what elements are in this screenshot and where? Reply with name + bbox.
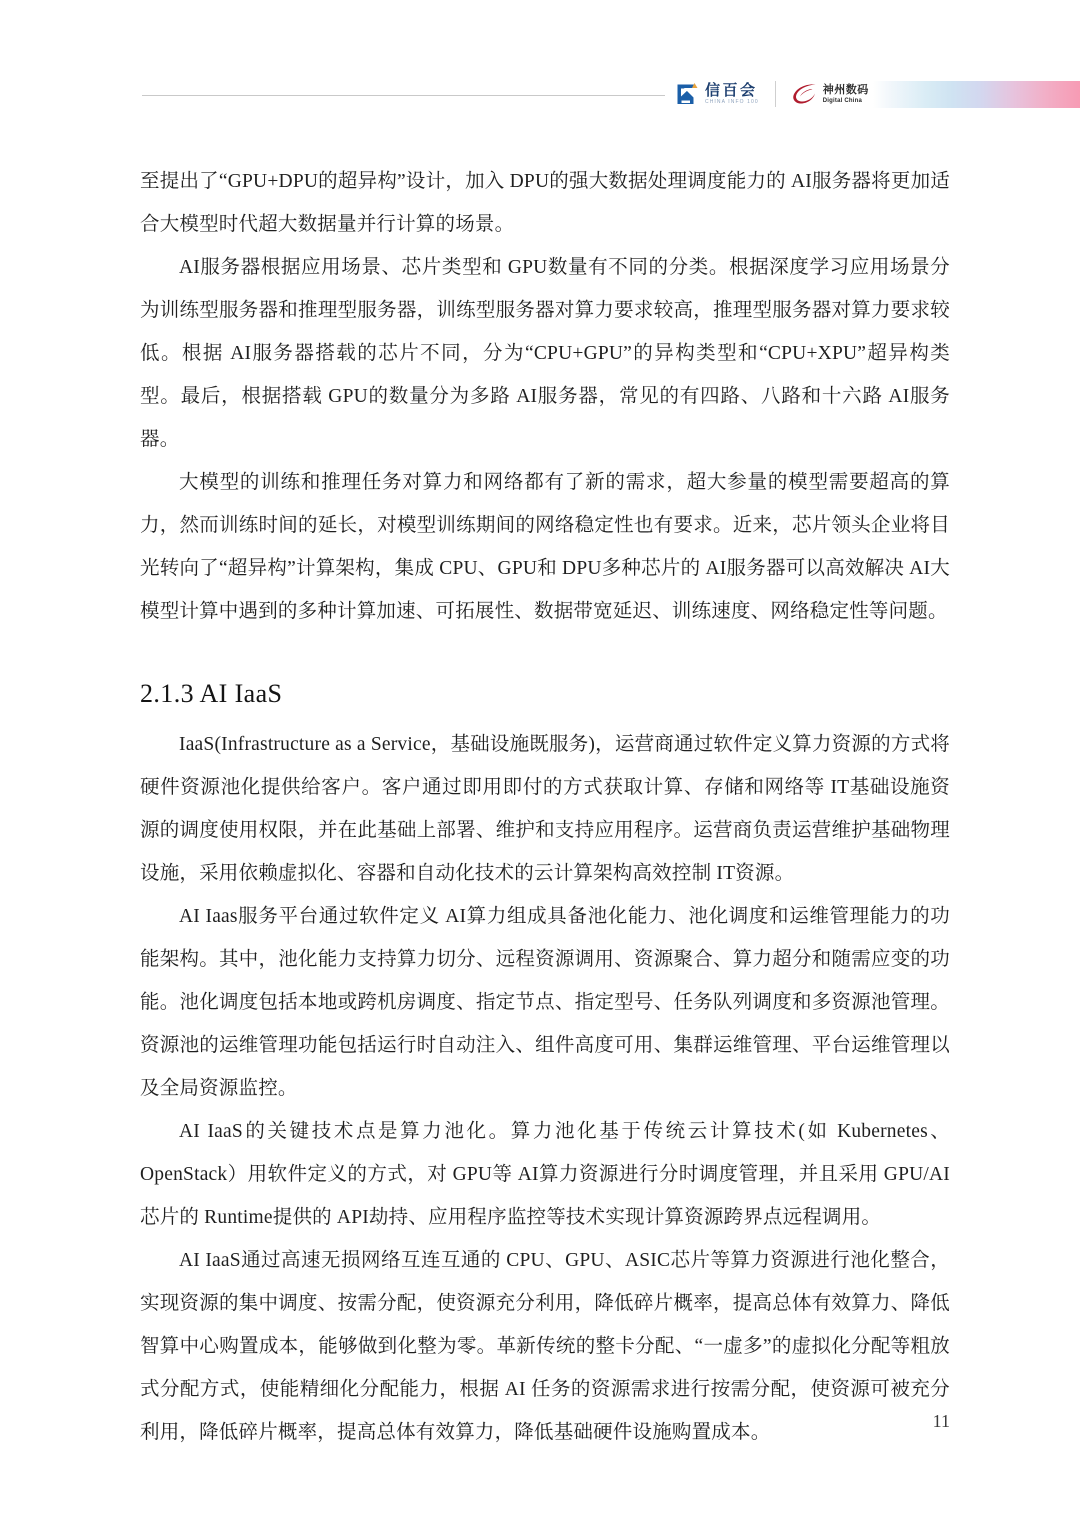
digital-china-logo [792,83,869,105]
paragraph-iaas-definition: IaaS(Infrastructure as a Service，基础设施既服务)，运营商通过软件定义算力资源的方式将硬件资源池化提供给客户。客户通过即用即付的方式获取计算、存储和网络等 IT基础设施资源的调度使用权限，并在此基础上部署、维护和支持应用程序。运营商负责运营维护基础物理设施，采用依赖虚拟化、容器和自动化技术的云计算架构高效控制 IT资源。 [140,734,950,884]
digital-china-logo-icon [792,83,818,105]
paragraph-ai-iaas-platform: AI Iaas服务平台通过软件定义 AI算力组成具备池化能力、池化调度和运维管理能力的功能架构。其中，池化能力支持算力切分、远程资源调用、资源聚合、算力超分和随需应变的功能。池化调度包括本地或跨机房调度、指定节点、指定型号、任务队列调度和多资源池管理。资源池的运维管理功能包括运行时自动注入、组件高度可用、集群运维管理、平台运维管理以及全局资源监控。 [140,906,950,1099]
header-divider-line [142,95,665,96]
document-body [140,160,950,1454]
section-heading-213: 2.1.3 AI IaaS [140,679,283,708]
paragraph-ai-server-classification: AI服务器根据应用场景、芯片类型和 GPU数量有不同的分类。根据深度学习应用场景分为训练型服务器和推理型服务器，训练型服务器对算力要求较高，推理型服务器对算力要求较低。根据 AI服务器搭载的芯片不同，分为“CPU+GPU”的异构类型和“CPU+XPU”超异构类型。最后，根据搭载 GPU的数量分为多路 AI服务器，常见的有四路、八路和十六路 AI服务器。 [140,257,950,450]
logo-separator [775,81,776,107]
header-gradient-bar [873,81,1080,108]
xinbaihui-name-cn: 信百会 [705,82,758,99]
digital-china-logo-text [823,85,869,104]
xinbaihui-logo-text [705,83,759,105]
xinbaihui-name-en: CHINA INFO 100 [705,99,759,105]
page-number: 11 [932,1411,950,1431]
digital-china-name-cn: 神州数码 [822,83,869,96]
page-header [0,74,1080,114]
paragraph-continued: 至提出了“GPU+DPU的超异构”设计，加入 DPU的强大数据处理调度能力的 AI服务器将更加适合大模型时代超大数据量并行计算的场景。 [140,171,950,235]
xinbaihui-logo-icon [675,82,700,107]
page-footer [0,1411,1080,1432]
paragraph-ai-iaas-key-tech: AI IaaS的关键技术点是算力池化。算力池化基于传统云计算技术(如 Kubernetes、OpenStack）用软件定义的方式，对 GPU等 AI算力资源进行分时调度管理，并且采用 GPU/AI芯片的 Runtime提供的 API劫持、应用程序监控等技术实现计算资源跨界点远程调用。 [140,1121,950,1228]
paragraph-ai-iaas-pooling: AI IaaS通过高速无损网络互连互通的 CPU、GPU、ASIC芯片等算力资源进行池化整合，实现资源的集中调度、按需分配，使资源充分利用，降低碎片概率，提高总体有效算力、降低智算中心购置成本，能够做到化整为零。革新传统的整卡分配、“一虚多”的虚拟化分配等粗放式分配方式，使能精细化分配能力，根据 AI 任务的资源需求进行按需分配，使资源可被充分利用，降低碎片概率，提高总体有效算力，降低基础硬件设施购置成本。 [140,1250,950,1443]
digital-china-name-en: Digital China [822,97,863,104]
xinbaihui-logo [675,82,759,107]
header-logo-group [665,74,869,114]
paragraph-large-model-demand: 大模型的训练和推理任务对算力和网络都有了新的需求，超大参量的模型需要超高的算力，然而训练时间的延长，对模型训练期间的网络稳定性也有要求。近来，芯片领头企业将目光转向了“超异构”计算架构，集成 CPU、GPU和 DPU多种芯片的 AI服务器可以高效解决 AI大模型计算中遇到的多种计算加速、可拓展性、数据带宽延迟、训练速度、网络稳定性等问题。 [140,472,950,622]
